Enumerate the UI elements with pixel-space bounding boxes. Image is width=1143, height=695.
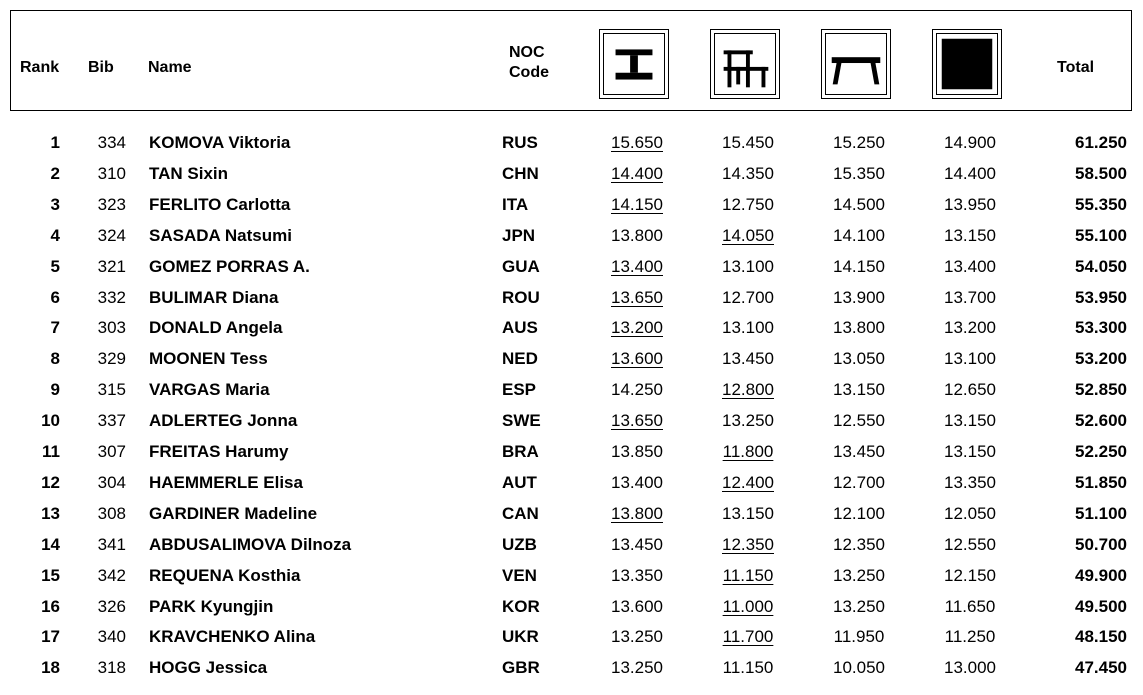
total-score: 49.900 [1075,566,1127,585]
apparatus-score: 11.150 [722,658,774,677]
total-score: 49.500 [1075,597,1127,616]
rank-cell: 18 [41,658,60,677]
rank-cell: 8 [50,349,60,368]
apparatus-score: 12.350 [833,535,885,554]
apparatus-score: 12.800 [722,380,774,399]
bib-cell: 329 [97,349,126,368]
apparatus-score: 14.050 [722,226,774,245]
table-row [0,223,1143,249]
noc-code: ROU [502,288,540,307]
rank-cell: 9 [50,380,60,399]
bib-cell: 337 [97,411,126,430]
apparatus-score: 13.250 [833,566,885,585]
total-score: 51.850 [1075,473,1127,492]
bib-cell: 324 [97,226,126,245]
table-row [0,285,1143,311]
table-row [0,254,1143,280]
total-score: 48.150 [1075,627,1127,646]
table-row [0,315,1143,341]
apparatus-score: 11.950 [833,627,885,646]
apparatus-score: 15.250 [833,133,885,152]
apparatus-score: 13.650 [611,288,663,307]
bib-cell: 308 [97,504,126,523]
apparatus-score: 13.800 [611,504,663,523]
noc-code: RUS [502,133,538,152]
apparatus-score: 13.850 [611,442,663,461]
bib-cell: 342 [97,566,126,585]
apparatus-score: 12.550 [833,411,885,430]
table-row [0,532,1143,558]
apparatus-score: 14.100 [833,226,885,245]
athlete-name: ABDUSALIMOVA Dilnoza [149,535,352,554]
apparatus-score: 13.250 [722,411,774,430]
rank-cell: 16 [41,597,60,616]
table-row [0,346,1143,372]
apparatus-score: 12.400 [722,473,774,492]
athlete-name: PARK Kyungjin [149,597,274,616]
apparatus-score: 11.150 [722,566,774,585]
table-row [0,501,1143,527]
bib-cell: 332 [97,288,126,307]
noc-code: UKR [502,627,539,646]
apparatus-score: 13.000 [944,658,996,677]
bib-header: Bib [88,59,114,76]
apparatus-score: 12.550 [944,535,996,554]
apparatus-score: 13.450 [833,442,885,461]
rank-cell: 10 [41,411,60,430]
apparatus-score: 15.650 [611,133,663,152]
apparatus-score: 13.250 [833,597,885,616]
noc-code: CHN [502,164,539,183]
floor-exercise-icon [932,29,1002,99]
apparatus-score: 11.000 [722,597,774,616]
table-row [0,563,1143,589]
bib-cell: 321 [97,257,126,276]
apparatus-score: 12.700 [833,473,885,492]
rank-cell: 12 [41,473,60,492]
total-score: 61.250 [1075,133,1127,152]
noc-code: SWE [502,411,541,430]
rank-cell: 5 [50,257,60,276]
total-score: 52.600 [1075,411,1127,430]
noc-code: VEN [502,566,537,585]
rank-cell: 14 [41,535,60,554]
rank-header: Rank [20,59,60,76]
apparatus-score: 12.700 [722,288,774,307]
apparatus-score: 13.150 [722,504,774,523]
apparatus-score: 13.100 [722,318,774,337]
rank-cell: 4 [50,226,60,245]
apparatus-score: 13.800 [833,318,885,337]
rank-cell: 1 [50,133,60,152]
bib-cell: 303 [97,318,126,337]
total-header: Total [1057,59,1095,76]
rank-cell: 2 [50,164,60,183]
noc-code: AUS [502,318,538,337]
name-header: Name [148,59,192,76]
athlete-name: TAN Sixin [149,164,229,183]
apparatus-score: 13.250 [611,658,663,677]
table-row [0,594,1143,620]
apparatus-score: 13.150 [944,442,996,461]
noc-code: KOR [502,597,540,616]
apparatus-score: 13.250 [611,627,663,646]
apparatus-score: 13.700 [944,288,996,307]
bib-cell: 323 [97,195,126,214]
table-row [0,470,1143,496]
table-row [0,655,1143,681]
apparatus-score: 14.500 [833,195,885,214]
apparatus-score: 14.150 [611,195,663,214]
rank-cell: 17 [41,627,60,646]
balance-beam-icon [821,29,891,99]
total-score: 55.350 [1075,195,1127,214]
apparatus-score: 14.400 [944,164,996,183]
apparatus-score: 11.250 [944,627,996,646]
noc-code: ITA [502,195,529,214]
apparatus-score: 13.350 [611,566,663,585]
table-row [0,439,1143,465]
apparatus-score: 14.900 [944,133,996,152]
apparatus-score: 13.050 [833,349,885,368]
apparatus-score: 13.400 [611,257,663,276]
apparatus-score: 13.900 [833,288,885,307]
total-score: 51.100 [1075,504,1127,523]
total-score: 53.200 [1075,349,1127,368]
rank-cell: 6 [50,288,60,307]
table-row [0,161,1143,187]
apparatus-score: 14.150 [833,257,885,276]
bib-cell: 318 [97,658,126,677]
apparatus-score: 13.200 [611,318,663,337]
athlete-name: KOMOVA Viktoria [149,133,291,152]
apparatus-score: 13.400 [944,257,996,276]
apparatus-score: 15.450 [722,133,774,152]
apparatus-score: 13.150 [944,226,996,245]
apparatus-score: 13.200 [944,318,996,337]
apparatus-score: 11.650 [944,597,996,616]
apparatus-score: 13.400 [611,473,663,492]
table-row [0,408,1143,434]
apparatus-score: 13.950 [944,195,996,214]
total-score: 52.250 [1075,442,1127,461]
table-row [0,624,1143,650]
apparatus-score: 13.450 [722,349,774,368]
apparatus-score: 13.650 [611,411,663,430]
noc-code: JPN [502,226,536,245]
athlete-name: GOMEZ PORRAS A. [149,257,310,276]
athlete-name: HOGG Jessica [149,658,268,677]
bib-cell: 326 [97,597,126,616]
apparatus-score: 13.150 [944,411,996,430]
athlete-name: MOONEN Tess [149,349,268,368]
athlete-name: VARGAS Maria [149,380,270,399]
apparatus-score: 12.050 [944,504,996,523]
athlete-name: REQUENA Kosthia [149,566,301,585]
apparatus-score: 12.150 [944,566,996,585]
bib-cell: 315 [97,380,126,399]
noc-code: NED [502,349,538,368]
table-row [0,377,1143,403]
total-score: 54.050 [1075,257,1127,276]
total-score: 53.950 [1075,288,1127,307]
apparatus-score: 14.250 [611,380,663,399]
apparatus-score: 12.650 [944,380,996,399]
apparatus-score: 14.400 [611,164,663,183]
noc-header-line1: NOC [509,44,545,61]
athlete-name: HAEMMERLE Elisa [149,473,303,492]
apparatus-score: 12.100 [833,504,885,523]
table-row [0,192,1143,218]
rank-cell: 15 [41,566,60,585]
vault-icon [599,29,669,99]
apparatus-score: 13.100 [944,349,996,368]
athlete-name: SASADA Natsumi [149,226,292,245]
athlete-name: DONALD Angela [149,318,283,337]
apparatus-score: 11.800 [722,442,774,461]
bib-cell: 341 [97,535,126,554]
apparatus-score: 11.700 [722,627,774,646]
athlete-name: FERLITO Carlotta [149,195,291,214]
apparatus-score: 13.600 [611,349,663,368]
total-score: 47.450 [1075,658,1127,677]
apparatus-score: 13.350 [944,473,996,492]
total-score: 52.850 [1075,380,1127,399]
total-score: 53.300 [1075,318,1127,337]
bib-cell: 310 [97,164,126,183]
bib-cell: 334 [97,133,126,152]
apparatus-score: 10.050 [833,658,885,677]
athlete-name: ADLERTEG Jonna [149,411,298,430]
noc-header-line2: Code [509,64,549,81]
noc-code: CAN [502,504,539,523]
apparatus-score: 13.600 [611,597,663,616]
athlete-name: GARDINER Madeline [149,504,318,523]
apparatus-score: 13.100 [722,257,774,276]
athlete-name: FREITAS Harumy [149,442,289,461]
apparatus-score: 12.350 [722,535,774,554]
rank-cell: 7 [50,318,60,337]
total-score: 55.100 [1075,226,1127,245]
uneven-bars-icon [710,29,780,99]
bib-cell: 304 [97,473,126,492]
noc-code-header [509,43,549,83]
apparatus-score: 12.750 [722,195,774,214]
rank-cell: 3 [50,195,60,214]
table-row [0,130,1143,156]
noc-code: GUA [502,257,540,276]
results-header [10,10,1132,111]
apparatus-score: 13.150 [833,380,885,399]
noc-code: ESP [502,380,537,399]
noc-code: GBR [502,658,540,677]
noc-code: UZB [502,535,537,554]
rank-cell: 13 [41,504,60,523]
bib-cell: 340 [97,627,126,646]
apparatus-score: 14.350 [722,164,774,183]
apparatus-score: 13.800 [611,226,663,245]
bib-cell: 307 [97,442,126,461]
apparatus-score: 13.450 [611,535,663,554]
athlete-name: BULIMAR Diana [149,288,279,307]
rank-cell: 11 [42,442,60,461]
noc-code: AUT [502,473,537,492]
total-score: 50.700 [1075,535,1127,554]
athlete-name: KRAVCHENKO Alina [149,627,316,646]
total-score: 58.500 [1075,164,1127,183]
noc-code: BRA [502,442,539,461]
apparatus-score: 15.350 [833,164,885,183]
